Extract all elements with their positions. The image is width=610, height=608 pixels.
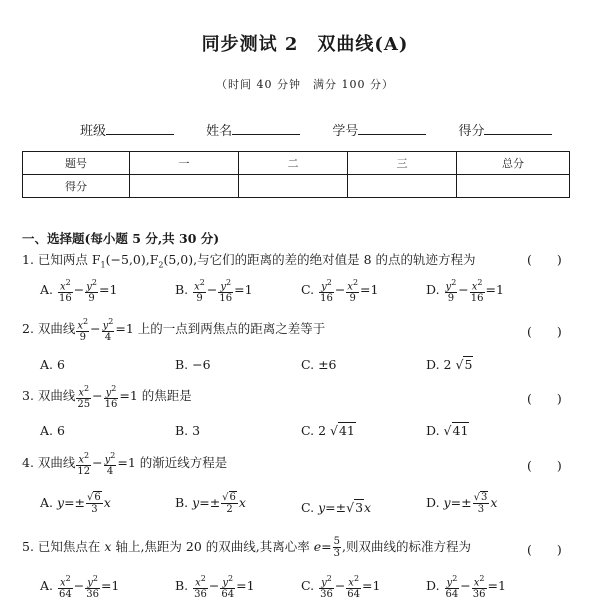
q1-option-d[interactable]: D. $\frac{y^2}{9}$ − $\frac{x^2}{16}$ =1 bbox=[426, 278, 504, 305]
info-class: 班级 bbox=[80, 120, 174, 139]
score-cell[interactable] bbox=[130, 175, 239, 198]
info-score: 得分 bbox=[458, 120, 552, 139]
exam-time-note: （时间 40 分钟 满分 100 分） bbox=[216, 78, 394, 91]
score-table-row bbox=[23, 175, 570, 198]
q2-option-a[interactable]: A. 6 bbox=[40, 357, 65, 372]
student-info-row bbox=[80, 120, 580, 139]
answer-paren: ( ) bbox=[527, 458, 562, 473]
question-5-stem: 5. 已知焦点在 x 轴上,焦距为 20 的双曲线,其离心率 e= $\frac{5}{3}$ ,则双曲线的标准方程为 bbox=[22, 536, 471, 559]
q2-option-d[interactable]: D. 2 √5 bbox=[426, 357, 473, 372]
question-1-stem: 1. 已知两点 $F_1(-5,0),F_2(5,0)$,与它们的距离的差的绝对值是 8 的点的轨迹方程为 bbox=[22, 252, 476, 270]
section-title: 一、选择题(每小题 5 分,共 30 分) bbox=[22, 231, 220, 246]
score-blank[interactable] bbox=[484, 120, 552, 135]
question-2-stem: 2. 双曲线 $\frac{x^2}{9}$ − $\frac{y^2}{4}$ =1 上的一点到两焦点的距离之差等于 bbox=[22, 317, 326, 344]
header-cell: 题号 bbox=[23, 152, 130, 175]
info-name: 姓名 bbox=[206, 120, 300, 139]
header-cell: 总分 bbox=[457, 152, 570, 175]
q4-option-c[interactable]: C. y=±√3x bbox=[301, 500, 372, 515]
q4-option-d[interactable]: D. y=± $\frac{√3}{3}$ x bbox=[426, 492, 498, 515]
name-blank[interactable] bbox=[232, 120, 300, 135]
q5-option-d[interactable]: D. $\frac{y^2}{64}$ − $\frac{x^2}{36}$ =1 bbox=[426, 574, 506, 601]
score-cell[interactable] bbox=[348, 175, 457, 198]
q1-option-b[interactable]: B. $\frac{x^2}{9}$ − $\frac{y^2}{16}$ =1 bbox=[175, 278, 253, 305]
q2-option-c[interactable]: C. ±6 bbox=[301, 357, 337, 372]
header-cell: 二 bbox=[239, 152, 348, 175]
question-4-stem: 4. 双曲线 $\frac{x^2}{12}$ − $\frac{y^2}{4}$ =1 的渐近线方程是 bbox=[22, 451, 228, 478]
q4-option-a[interactable]: A. y=± $\frac{√6}{3}$ x bbox=[40, 492, 111, 515]
class-blank[interactable] bbox=[106, 120, 174, 135]
header-cell: 一 bbox=[130, 152, 239, 175]
q1-option-a[interactable]: A. $\frac{x^2}{16}$ − $\frac{y^2}{9}$ =1 bbox=[40, 278, 118, 305]
answer-paren: ( ) bbox=[527, 391, 562, 406]
score-table bbox=[22, 151, 570, 198]
score-cell[interactable] bbox=[457, 175, 570, 198]
info-id: 学号 bbox=[332, 120, 426, 139]
id-blank[interactable] bbox=[358, 120, 426, 135]
q5-option-b[interactable]: B. $\frac{x^2}{36}$ − $\frac{y^2}{64}$ =1 bbox=[175, 574, 255, 601]
score-table-header bbox=[23, 152, 570, 175]
question-3-stem: 3. 双曲线 $\frac{x^2}{25}$ − $\frac{y^2}{16}$ =1 的焦距是 bbox=[22, 384, 192, 411]
row-label: 得分 bbox=[23, 175, 130, 198]
answer-paren: ( ) bbox=[527, 324, 562, 339]
q5-option-a[interactable]: A. $\frac{x^2}{64}$ − $\frac{y^2}{36}$ =1 bbox=[40, 574, 120, 601]
q2-option-b[interactable]: B. −6 bbox=[175, 357, 211, 372]
q1-option-c[interactable]: C. $\frac{y^2}{16}$ − $\frac{x^2}{9}$ =1 bbox=[301, 278, 379, 305]
header-cell: 三 bbox=[348, 152, 457, 175]
q5-option-c[interactable]: C. $\frac{y^2}{36}$ − $\frac{x^2}{64}$ =1 bbox=[301, 574, 381, 601]
q3-option-c[interactable]: C. 2 √41 bbox=[301, 423, 355, 438]
answer-paren: ( ) bbox=[527, 542, 562, 557]
q3-option-d[interactable]: D. √41 bbox=[426, 423, 469, 438]
answer-paren: ( ) bbox=[527, 252, 562, 267]
q4-option-b[interactable]: B. y=± $\frac{√6}{2}$ x bbox=[175, 492, 246, 515]
score-cell[interactable] bbox=[239, 175, 348, 198]
q3-option-b[interactable]: B. 3 bbox=[175, 423, 201, 438]
q3-option-a[interactable]: A. 6 bbox=[40, 423, 65, 438]
page-title: 同步测试 2 双曲线(A) bbox=[201, 34, 409, 55]
